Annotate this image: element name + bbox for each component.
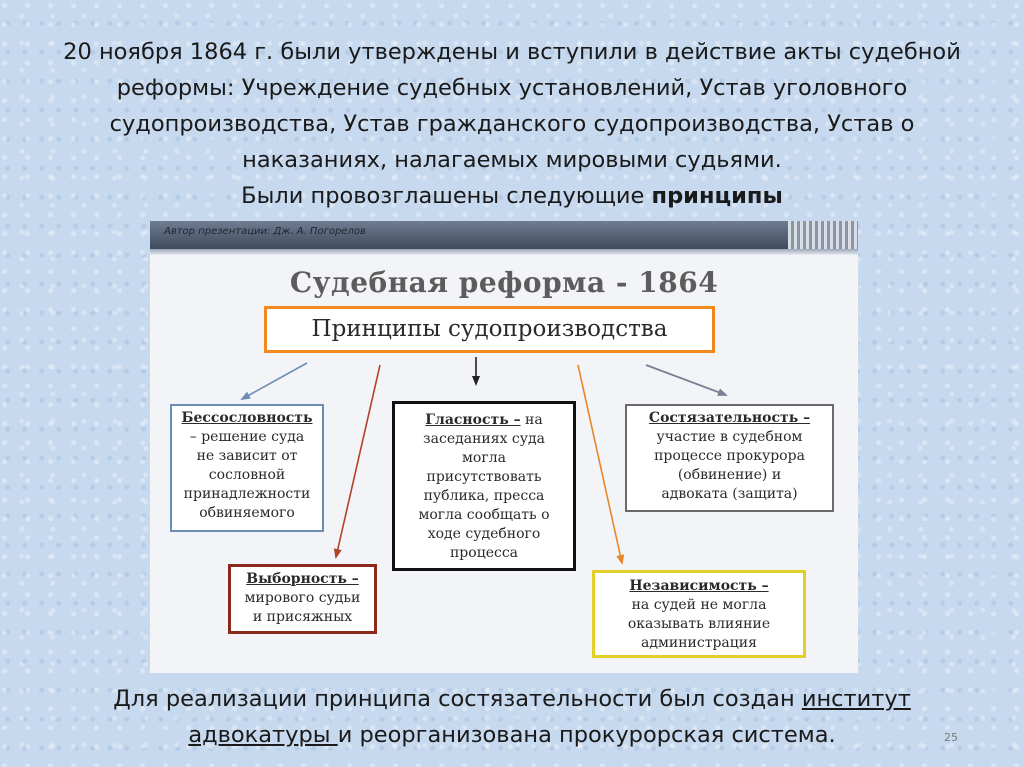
reform-diagram xyxy=(150,221,858,673)
principle-term: Выборность – xyxy=(246,571,359,587)
intro-text xyxy=(0,34,1024,214)
conclusion-text xyxy=(0,681,1024,753)
principle-nezavisimost xyxy=(592,570,806,658)
principle-first-line xyxy=(395,411,573,430)
principle-line: и присяжных xyxy=(252,609,353,625)
principle-term: Гласность – xyxy=(425,412,521,428)
conclusion-line-1 xyxy=(0,681,1024,717)
principles-main-box: Принципы судопроизводства xyxy=(264,306,715,353)
principle-line: публика, пресса xyxy=(423,488,545,504)
page-number: 25 xyxy=(944,731,958,744)
conclusion-line-1-underlined: институт xyxy=(801,686,911,712)
arrow-to-nezavisimost xyxy=(578,365,622,563)
principle-sostyazatelnost xyxy=(625,404,834,512)
principle-line: не зависит от xyxy=(196,448,298,464)
diagram-header-caption: Автор презентации: Дж. А. Погорелов xyxy=(164,226,366,237)
principle-line: на судей не могла xyxy=(631,597,767,613)
arrow-to-bessoslovnost xyxy=(242,363,307,399)
principle-line: присутствовать xyxy=(426,469,542,485)
conclusion-line-2-suffix: и реорганизована прокурорская система. xyxy=(337,722,836,748)
principle-glasnost xyxy=(392,401,576,571)
principle-line: процесса xyxy=(449,545,519,561)
principle-line: ходе судебного xyxy=(427,526,541,542)
intro-line-3: судопроизводства, Устав гражданского судопроизводства, Устав о xyxy=(109,111,915,137)
arrow-to-vybornost xyxy=(336,365,380,557)
principle-bessoslovnost xyxy=(170,404,324,532)
principle-line: принадлежности xyxy=(183,486,311,502)
principle-line: оказывать влияние xyxy=(627,616,771,632)
intro-line-5-bold: принципы xyxy=(651,183,783,209)
principle-line: могла xyxy=(462,450,506,466)
principle-line: заседаниях суда xyxy=(423,431,545,447)
principle-line: процессе прокурора xyxy=(654,448,805,464)
conclusion-line-2-underlined: адвокатуры xyxy=(188,722,338,748)
principle-line: – решение суда xyxy=(189,429,305,445)
principle-line: сословной xyxy=(208,467,286,483)
principle-line: могла сообщать о xyxy=(418,507,550,523)
arrow-to-sostyazatelnost xyxy=(646,365,726,395)
diagram-title: Судебная реформа - 1864 xyxy=(289,266,719,299)
intro-line-1: 20 ноября 1864 г. были утверждены и вступили в действие акты судебной xyxy=(63,39,961,65)
principle-term: Независимость – xyxy=(629,578,769,594)
principle-term: Состязательность – xyxy=(648,410,811,426)
intro-line-5-prefix: Были провозглашены следующие xyxy=(241,183,652,209)
intro-line-5 xyxy=(0,178,1024,214)
intro-line-2: реформы: Учреждение судебных установлений, Устав уголовного xyxy=(116,75,908,101)
principle-line: мирового судьи xyxy=(244,590,361,606)
principle-line: обвиняемого xyxy=(199,505,295,521)
principle-term: Бессословность xyxy=(181,410,313,426)
intro-line-4: наказаниях, налагаемых мировыми судьями. xyxy=(242,147,782,173)
principle-term-tail: на xyxy=(520,412,543,428)
principle-line: участие в судебном xyxy=(656,429,803,445)
principle-line: адвоката (защита) xyxy=(661,486,798,502)
conclusion-line-2 xyxy=(0,717,1024,753)
principle-vybornost xyxy=(228,564,377,634)
principle-line: администрация xyxy=(641,635,757,651)
conclusion-line-1-prefix: Для реализации принципа состязательности был создан xyxy=(113,686,802,712)
principle-line: (обвинение) и xyxy=(677,467,782,483)
